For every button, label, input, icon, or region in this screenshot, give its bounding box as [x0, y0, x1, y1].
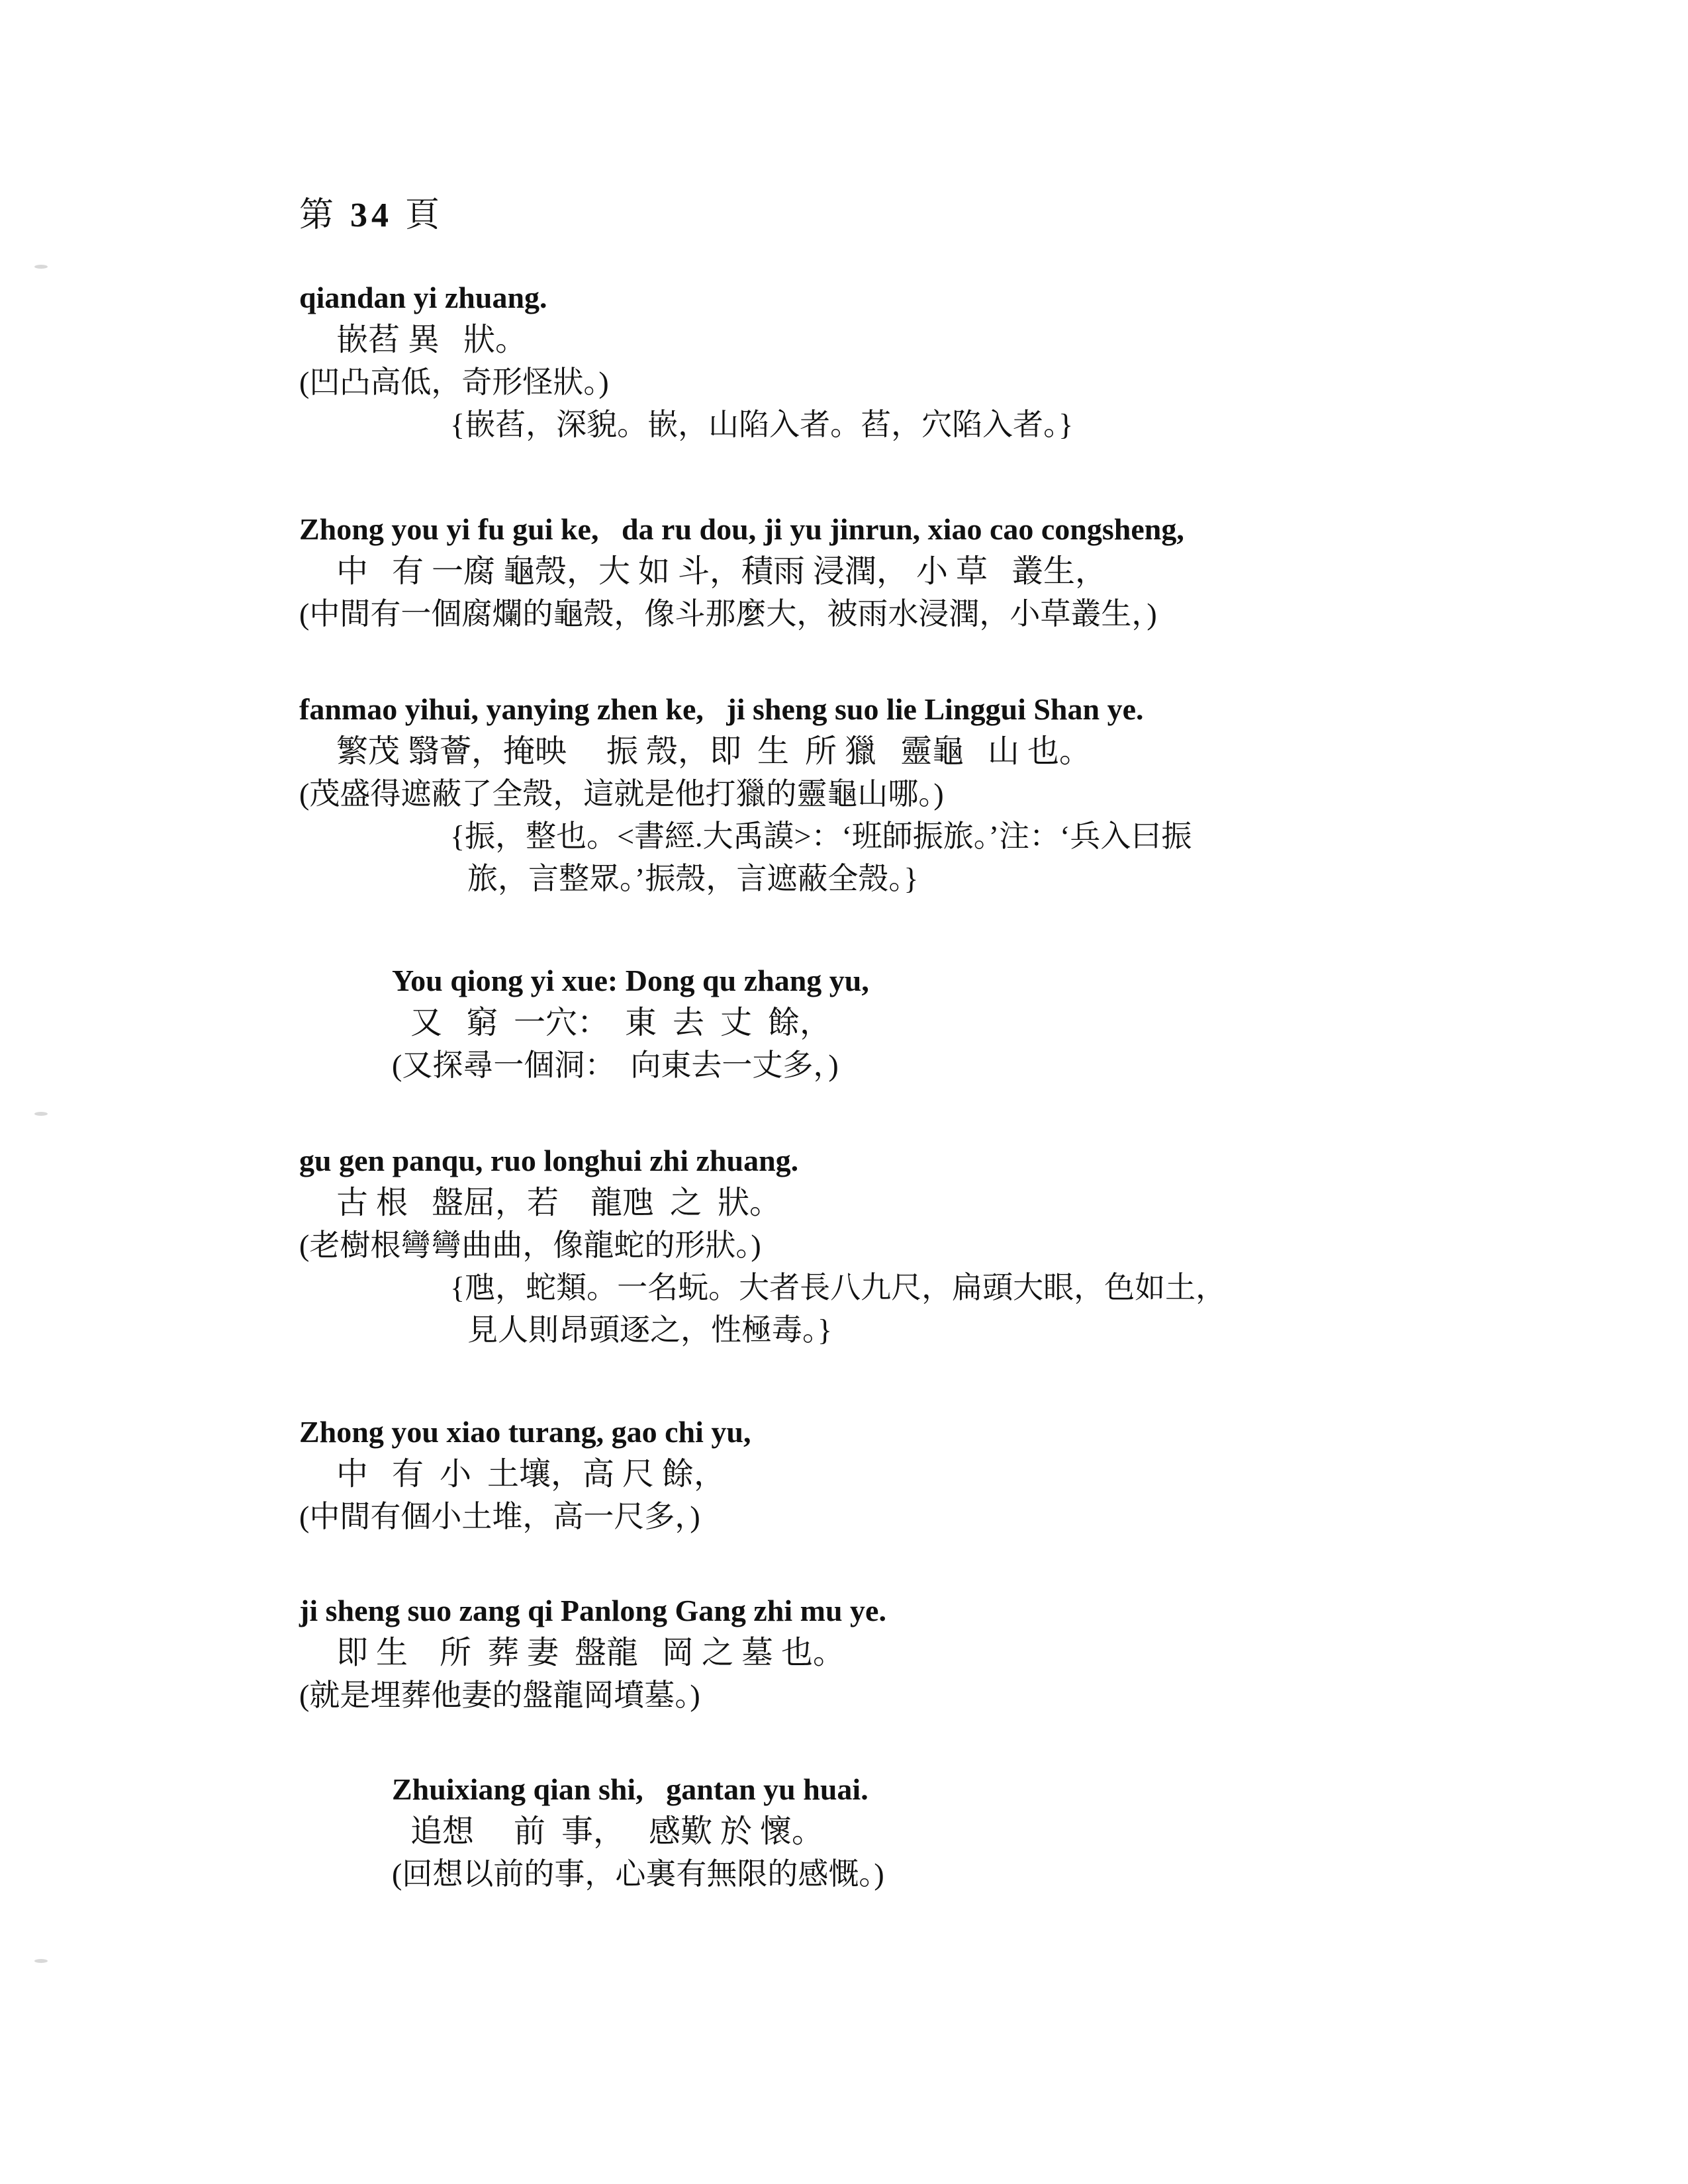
- note-line: 旅，言整眾。’振殼，言遮蔽全殼。}: [467, 862, 919, 895]
- pinyin-line: qiandan yi zhuang.: [299, 281, 547, 314]
- translation-line: (中間有一個腐爛的龜殼，像斗那麼大，被雨水浸潤，小草叢生，): [299, 597, 1157, 631]
- hanzi-line: 繁茂 翳薈，掩映 振 殼，即 生 所 獵 靈龜 山 也。: [336, 734, 1092, 769]
- note-line: {嵌萏，深貌。嵌，山陷入者。萏，穴陷入者。}: [450, 408, 1074, 441]
- hanzi-line: 古 根 盤屈，若 龍虺 之 狀。: [336, 1185, 782, 1220]
- page-header: [299, 187, 444, 236]
- pinyin-line: Zhong you yi fu gui ke, da ru dou, ji yu jinrun, xiao cao congsheng,: [299, 512, 1184, 546]
- translation-line: (老樹根彎彎曲曲，像龍蛇的形狀。): [299, 1228, 761, 1262]
- stanza: [299, 277, 1425, 446]
- stanza: [299, 1411, 1425, 1538]
- translation-line: (又探尋一個洞： 向東去一丈多，): [392, 1048, 839, 1082]
- scan-mark: [34, 1959, 48, 1963]
- translation-line: (凹凸高低，奇形怪狀。): [299, 365, 609, 399]
- pinyin-line: Zhuixiang qian shi, gantan yu huai.: [392, 1772, 868, 1806]
- translation-line: (茂盛得遮蔽了全殼，這就是他打獵的靈龜山哪。): [299, 777, 944, 811]
- annotation-note: [299, 404, 1425, 446]
- note-line: {虺，蛇類。一名蚖。大者長八九尺，扁頭大眼，色如土，: [450, 1271, 1227, 1304]
- stanza: [299, 508, 1425, 635]
- hanzi-line: 中 有 一腐 龜殼，大 如 斗，積雨 浸潤， 小 草 叢生，: [336, 554, 1107, 589]
- stanza: [299, 1590, 1425, 1717]
- stanza: [299, 688, 1425, 900]
- stanza: [392, 960, 1517, 1087]
- pinyin-line: gu gen panqu, ruo longhui zhi zhuang.: [299, 1144, 799, 1177]
- hanzi-line: 嵌萏 異 狀。: [336, 322, 528, 357]
- note-line: {振，整也。<書經.大禹謨>：‘班師振旅。’注：‘兵入曰振: [450, 819, 1192, 853]
- page-number: 34: [350, 197, 393, 234]
- annotation-note: [299, 1267, 1425, 1351]
- page-label-suffix: 頁: [405, 197, 444, 234]
- page-label-prefix: 第: [299, 197, 338, 234]
- stanza: [392, 1768, 1517, 1895]
- stanza: [299, 1140, 1425, 1351]
- pinyin-line: Zhong you xiao turang, gao chi yu,: [299, 1415, 751, 1449]
- annotation-note: [299, 815, 1425, 900]
- pinyin-line: ji sheng suo zang qi Panlong Gang zhi mu ye.: [299, 1594, 886, 1627]
- note-line: 見人則昂頭逐之，性極毒。}: [467, 1313, 833, 1347]
- translation-line: (回想以前的事，心裏有無限的感慨。): [392, 1857, 884, 1891]
- hanzi-line: 中 有 小 土壤，高 尺 餘，: [336, 1457, 726, 1492]
- scan-mark: [34, 265, 48, 269]
- translation-line: (就是埋葬他妻的盤龍岡墳墓。): [299, 1678, 700, 1712]
- hanzi-line: 又 窮 一穴： 東 去 丈 餘，: [410, 1005, 832, 1040]
- pinyin-line: You qiong yi xue: Dong qu zhang yu,: [392, 964, 869, 997]
- hanzi-line: 即 生 所 葬 妻 盤龍 岡 之 墓 也。: [336, 1635, 845, 1670]
- translation-line: (中間有個小土堆，高一尺多，): [299, 1500, 700, 1533]
- pinyin-line: fanmao yihui, yanying zhen ke, ji sheng suo lie Linggui Shan ye.: [299, 692, 1144, 726]
- scan-mark: [34, 1112, 48, 1116]
- hanzi-line: 追想 前 事， 感歎 於 懷。: [410, 1814, 824, 1849]
